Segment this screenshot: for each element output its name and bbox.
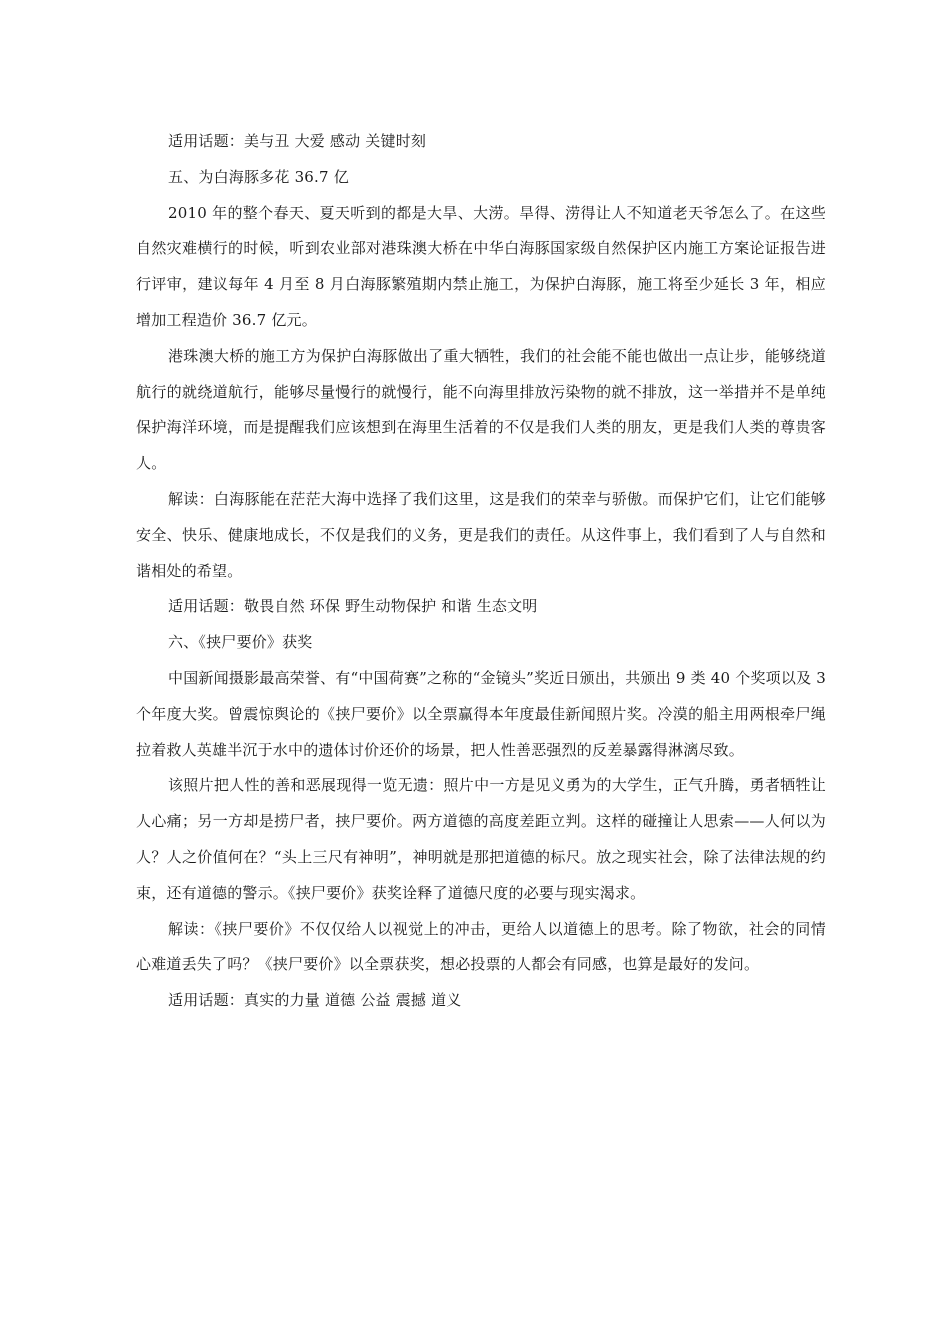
topic-line: 适用话题：真实的力量 道德 公益 震撼 道义 xyxy=(168,991,462,1010)
interpretation-paragraph: 解读：《挟尸要价》不仅仅给人以视觉上的冲击，更给人以道德上的思考。除了物欲，社会的同情心难道丢失了吗？《挟尸要价》以全票获奖，想必投票的人都会有同感，也算是最好的发问。 xyxy=(136,919,826,974)
section-heading: 五、为白海豚多花 36.7 亿 xyxy=(168,167,349,186)
topic-line: 适用话题：敬畏自然 环保 野生动物保护 和谐 生态文明 xyxy=(168,597,538,616)
body-paragraph: 港珠澳大桥的施工方为保护白海豚做出了重大牺牲，我们的社会能不能也做出一点让步，能够绕道航行的就绕道航行，能够尽量慢行的就慢行，能不向海里排放污染物的就不排放，这一举措并不是单纯保护海洋环境，而是提醒我们应该想到在海里生活着的不仅是我们人类的朋友，更是我们人类的尊贵客人。 xyxy=(136,346,826,473)
document-body xyxy=(136,124,826,1019)
body-paragraph: 该照片把人性的善和恶展现得一览无遗：照片中一方是见义勇为的大学生，正气升腾，勇者牺牲让人心痛；另一方却是捞尸者，挟尸要价。两方道德的高度差距立判。这样的碰撞让人思索——人何以为人？人之价值何在？“头上三尺有神明”，神明就是那把道德的标尺。放之现实社会，除了法律法规的约束，还有道德的警示。《挟尸要价》获奖诠释了道德尺度的必要与现实渴求。 xyxy=(136,776,826,902)
topic-line: 适用话题：美与丑 大爱 感动 关键时刻 xyxy=(168,132,427,150)
body-paragraph: 中国新闻摄影最高荣誉、有“中国荷赛”之称的“金镜头”奖近日颁出，共颁出 9 类 40 个奖项以及 3 个年度大奖。曾震惊舆论的《挟尸要价》以全票赢得本年度最佳新闻照片奖。冷漠的船主用两根牵尸绳拉着救人英雄半沉于水中的遗体讨价还价的场景，把人性善恶强烈的反差暴露得淋漓尽致。 xyxy=(136,668,826,759)
interpretation-paragraph: 解读：白海豚能在茫茫大海中选择了我们这里，这是我们的荣幸与骄傲。而保护它们，让它们能够安全、快乐、健康地成长，不仅是我们的义务，更是我们的责任。从这件事上，我们看到了人与自然和谐相处的希望。 xyxy=(136,489,826,580)
section-heading: 六、《挟尸要价》获奖 xyxy=(168,633,313,652)
body-paragraph: 2010 年的整个春天、夏天听到的都是大旱、大涝。旱得、涝得让人不知道老天爷怎么了。在这些自然灾难横行的时候，听到农业部对港珠澳大桥在中华白海豚国家级自然保护区内施工方案论证报告进行评审，建议每年 4 月至 8 月白海豚繁殖期内禁止施工，为保护白海豚，施工将至少延长 3 年，相应增加工程造价 36.7 亿元。 xyxy=(136,203,826,329)
